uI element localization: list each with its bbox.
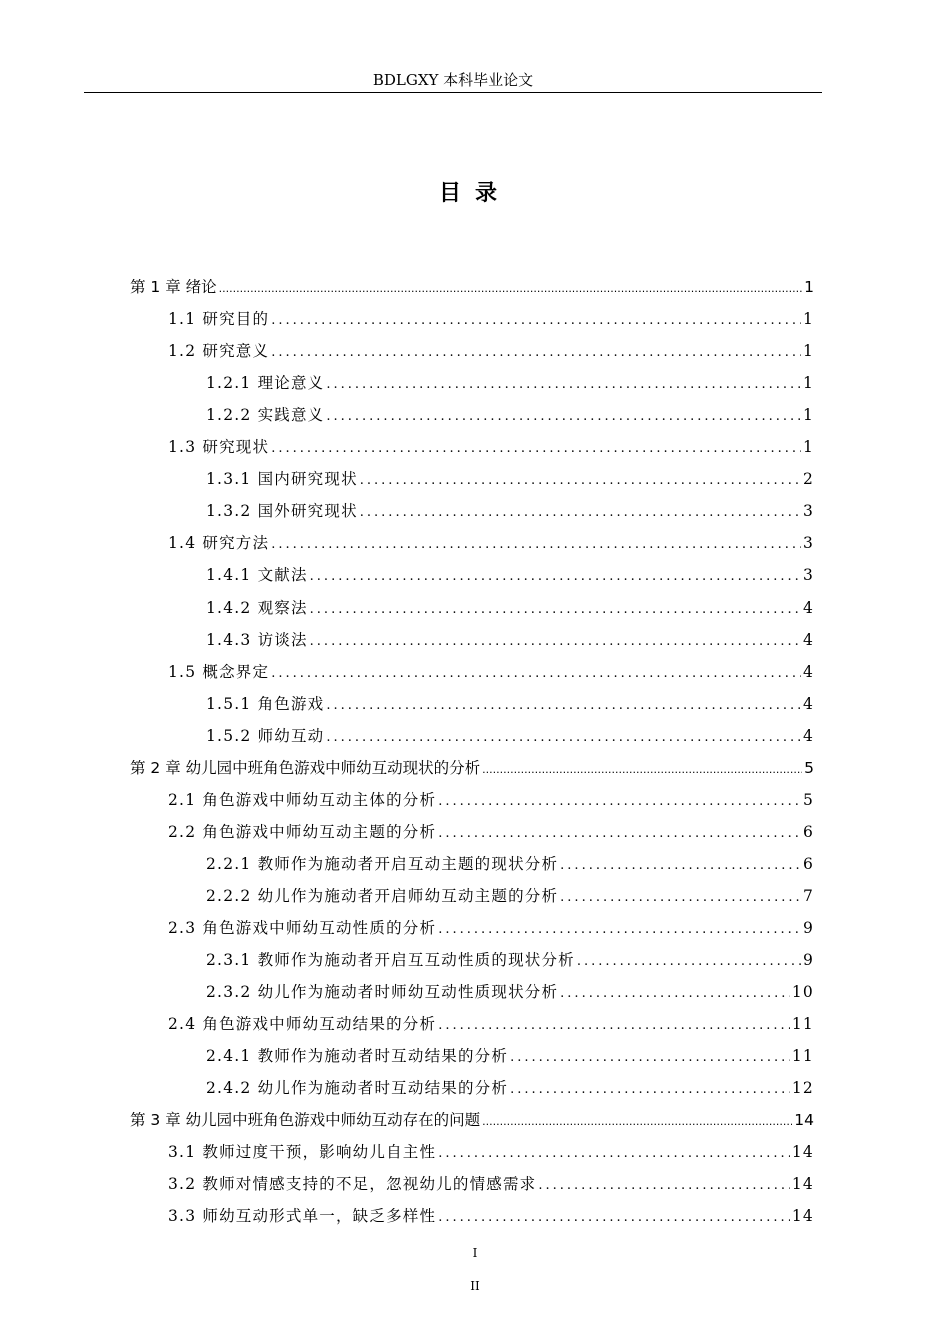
toc-entry-page-number: 9	[802, 951, 814, 970]
toc-dot-leader	[219, 276, 802, 302]
toc-entry[interactable]	[206, 627, 814, 653]
toc-entry-label: 3.1 教师过度干预，影响幼儿自主性	[168, 1143, 437, 1162]
toc-entry-page-number: 4	[802, 630, 814, 649]
toc-entry-page-number: 6	[802, 822, 814, 841]
toc-entry-page-number: 10	[791, 983, 814, 1002]
toc-entry-label: 3.2 教师对情感支持的不足，忽视幼儿的情感需求	[168, 1175, 537, 1194]
toc-title: 目录	[438, 181, 511, 206]
toc-dot-leader	[560, 981, 790, 1007]
toc-entry-page-number: 1	[802, 406, 814, 425]
toc-entry[interactable]	[168, 338, 814, 364]
toc-dot-leader	[326, 725, 801, 751]
toc-dot-leader	[510, 1045, 790, 1071]
toc-entry[interactable]	[168, 787, 814, 813]
toc-entry-label: 2.2 角色游戏中师幼互动主题的分析	[168, 822, 437, 841]
toc-entry[interactable]	[206, 723, 814, 749]
toc-dot-leader	[271, 661, 801, 687]
toc-entry-label: 2.4 角色游戏中师幼互动结果的分析	[168, 1015, 437, 1034]
toc-entry-page-number: 2	[802, 470, 814, 489]
toc-entry[interactable]	[206, 498, 814, 524]
toc-dot-leader	[326, 693, 801, 719]
toc-entry[interactable]	[206, 1075, 814, 1101]
toc-entry-label: 1.4.1 文献法	[206, 566, 308, 585]
toc-entry[interactable]	[206, 402, 814, 428]
toc-entry-page-number: 1	[802, 342, 814, 361]
toc-entry-page-number: 9	[802, 919, 814, 937]
toc-entry-label: 1.5 概念界定	[168, 662, 270, 681]
toc-dot-leader	[577, 949, 801, 975]
toc-entry-page-number: 12	[791, 1079, 814, 1098]
toc-entry[interactable]	[168, 1203, 814, 1229]
toc-entry[interactable]	[206, 1043, 814, 1069]
toc-dot-leader	[271, 436, 801, 462]
toc-dot-leader	[510, 1077, 790, 1103]
toc-entry-label: 2.1 角色游戏中师幼互动主体的分析	[168, 790, 437, 809]
toc-entry-label: 2.3.1 教师作为施动者开启互互动性质的现状分析	[206, 951, 575, 970]
toc-entry-label: 1.4.3 访谈法	[206, 630, 308, 649]
toc-entry-label: 1.2.2 实践意义	[206, 406, 325, 425]
toc-entry[interactable]	[206, 851, 814, 877]
toc-entry[interactable]	[206, 883, 814, 909]
toc-entry-page-number: 14	[791, 1207, 814, 1226]
toc-dot-leader	[560, 885, 801, 911]
toc-dot-leader	[482, 1109, 792, 1135]
toc-entry[interactable]	[168, 434, 814, 460]
toc-entry-label: 1.3.1 国内研究现状	[206, 470, 358, 489]
toc-entry-page-number: 11	[791, 1015, 814, 1034]
toc-entry[interactable]	[130, 274, 814, 300]
toc-entry-page-number: 3	[802, 502, 814, 521]
toc-entry-label: 1.2 研究意义	[168, 342, 270, 361]
toc-entry[interactable]	[206, 370, 814, 396]
toc-entry-page-number: 6	[802, 854, 814, 873]
toc-entry-label: 第 1 章 绪论	[130, 278, 217, 296]
toc-entry-page-number: 3	[802, 566, 814, 585]
toc-entry-label: 1.4.2 观察法	[206, 598, 308, 617]
toc-entry-page-number: 1	[804, 278, 814, 296]
toc-entry-label: 2.3 角色游戏中师幼互动性质的分析	[168, 919, 437, 937]
toc-entry-page-number: 1	[802, 310, 814, 329]
toc-dot-leader	[482, 757, 802, 783]
toc-entry[interactable]	[130, 755, 814, 781]
toc-entry[interactable]	[168, 819, 814, 845]
toc-entry[interactable]	[206, 691, 814, 717]
toc-entry[interactable]	[206, 562, 814, 588]
toc-entry-label: 2.4.2 幼儿作为施动者时互动结果的分析	[206, 1079, 509, 1098]
toc-entry-page-number: 7	[802, 886, 814, 905]
toc-dot-leader	[438, 789, 801, 815]
toc-entry-label: 1.1 研究目的	[168, 310, 270, 329]
toc-entry-page-number: 3	[802, 534, 814, 553]
toc-entry[interactable]	[206, 947, 814, 973]
toc-dot-leader	[310, 564, 801, 590]
toc-dot-leader	[271, 340, 801, 366]
toc-dot-leader	[310, 629, 801, 655]
toc-entry[interactable]	[168, 915, 814, 941]
toc-entry-label: 1.5.1 角色游戏	[206, 694, 325, 713]
toc-entry-page-number: 11	[791, 1047, 814, 1066]
toc-dot-leader	[360, 468, 801, 494]
toc-dot-leader	[271, 308, 801, 334]
toc-entry-label: 1.2.1 理论意义	[206, 374, 325, 393]
header-rule	[84, 92, 822, 93]
toc-dot-leader	[560, 853, 801, 879]
running-header: BDLGXY 本科毕业论文	[372, 71, 534, 89]
toc-entry-page-number: 1	[802, 374, 814, 393]
toc-entry[interactable]	[168, 530, 814, 556]
toc-entry-page-number: 4	[802, 694, 814, 713]
toc-entry-page-number: 4	[802, 662, 814, 681]
toc-dot-leader	[326, 404, 801, 430]
toc-entry-page-number: 4	[802, 726, 814, 745]
toc-entry-label: 2.3.2 幼儿作为施动者时师幼互动性质现状分析	[206, 983, 559, 1002]
toc-dot-leader	[438, 1013, 790, 1039]
toc-entry-label: 2.4.1 教师作为施动者时互动结果的分析	[206, 1047, 509, 1066]
toc-entry-label: 第 3 章 幼儿园中班角色游戏中师幼互动存在的问题	[130, 1111, 481, 1130]
toc-entry-label: 1.5.2 师幼互动	[206, 726, 325, 745]
toc-entry[interactable]	[168, 1011, 814, 1037]
toc-entry-page-number: 1	[802, 438, 814, 457]
toc-dot-leader	[310, 597, 801, 623]
toc-entry[interactable]	[206, 466, 814, 492]
toc-entry[interactable]	[168, 1171, 814, 1197]
toc-dot-leader	[326, 372, 801, 398]
toc-entry[interactable]	[206, 979, 814, 1005]
toc-entry-label: 1.3.2 国外研究现状	[206, 502, 358, 521]
page-number-secondary: II	[470, 1279, 480, 1293]
toc-dot-leader	[538, 1173, 789, 1199]
toc-entry-label: 第 2 章 幼儿园中班角色游戏中师幼互动现状的分析	[130, 758, 481, 777]
toc-entry-page-number: 4	[802, 598, 814, 617]
page-number: I	[472, 1246, 478, 1260]
toc-entry-label: 1.4 研究方法	[168, 534, 270, 553]
toc-entry-page-number: 14	[794, 1111, 814, 1130]
toc-entry-label: 1.3 研究现状	[168, 438, 270, 457]
toc-entry-label: 2.2.1 教师作为施动者开启互动主题的现状分析	[206, 854, 559, 873]
toc-dot-leader	[438, 821, 801, 847]
toc-entry[interactable]	[168, 1139, 814, 1165]
toc-entry-page-number: 14	[791, 1175, 814, 1194]
toc-dot-leader	[360, 500, 801, 526]
toc-entry-page-number: 14	[791, 1143, 814, 1162]
toc-entry-page-number: 5	[804, 758, 814, 777]
toc-entry-page-number: 5	[802, 790, 814, 809]
toc-entry[interactable]	[130, 1107, 814, 1133]
toc-dot-leader	[438, 1205, 790, 1231]
toc-entry-label: 3.3 师幼互动形式单一，缺乏多样性	[168, 1207, 437, 1226]
toc-entry-label: 2.2.2 幼儿作为施动者开启师幼互动主题的分析	[206, 886, 559, 905]
toc-dot-leader	[438, 917, 801, 943]
toc-entry[interactable]	[168, 306, 814, 332]
toc-entry[interactable]	[168, 659, 814, 685]
toc-entry[interactable]	[206, 595, 814, 621]
toc-dot-leader	[438, 1141, 790, 1167]
toc-dot-leader	[271, 532, 801, 558]
